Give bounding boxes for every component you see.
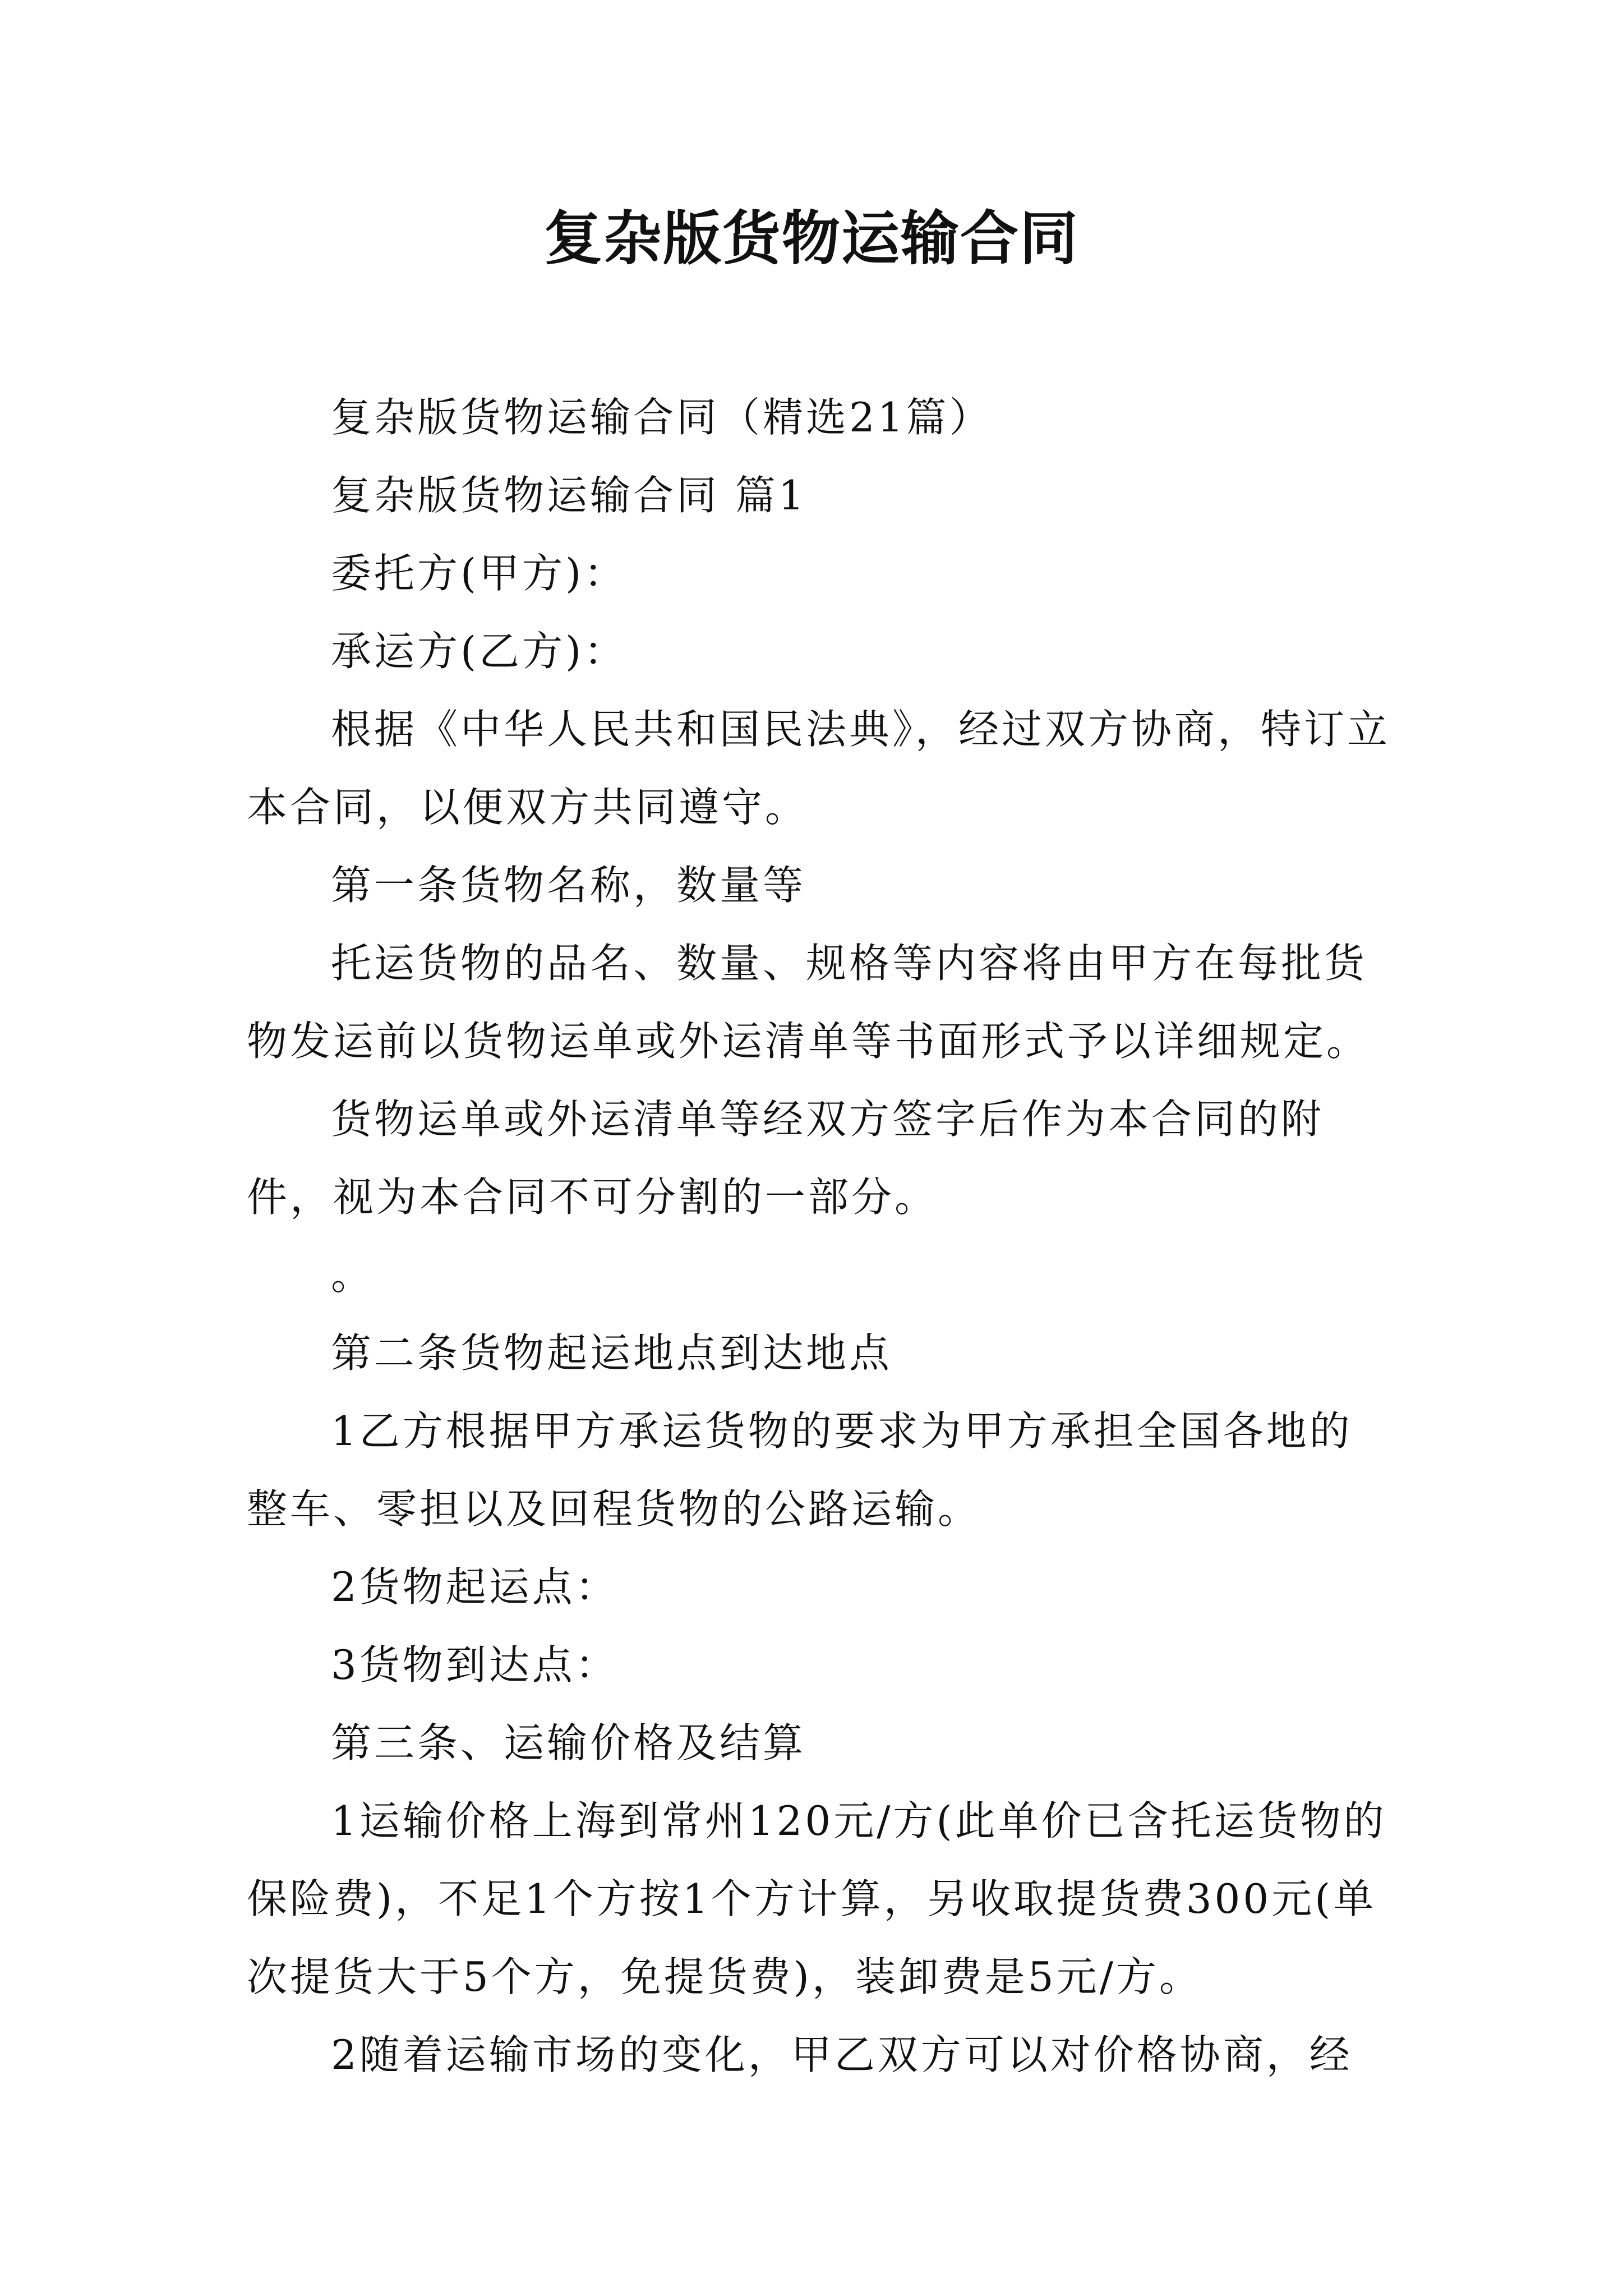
paragraph-period: 。: [331, 1251, 375, 1299]
paragraph-party-b: 承运方(乙方)：: [331, 628, 628, 675]
paragraph-party-a: 委托方(甲方)：: [331, 550, 628, 597]
paragraph-preamble: 根据《中华人民共和国民法典》，经过双方协商，特订立本合同，以便双方共同遵守。: [247, 706, 1391, 831]
paragraph-clause-3-item-2: 2随着运输市场的变化，甲乙双方可以对价格协商，经: [331, 2031, 1353, 2078]
document-body: [247, 379, 1391, 2094]
paragraph-collection-heading: 复杂版货物运输合同（精选21篇）: [331, 394, 993, 441]
paragraph-clause-3-heading: 第三条、运输价格及结算: [331, 1719, 806, 1766]
document-title: 复杂版货物运输合同: [543, 204, 1079, 273]
paragraph-clause-2-heading: 第二条货物起运地点到达地点: [331, 1329, 893, 1377]
paragraph-article-heading: 复杂版货物运输合同 篇1: [331, 472, 807, 519]
paragraph-clause-1-attachment: 货物运单或外运清单等经双方签字后作为本合同的附件，视为本合同不可分割的一部分。: [247, 1096, 1325, 1221]
paragraph-clause-3-item-1: 1运输价格上海到常州120元/方(此单价已含托运货物的保险费)，不足1个方按1个方计算，另收取提货费300元(单次提货大于5个方，免提货费)，装卸费是5元/方。: [247, 1797, 1387, 2000]
paragraph-clause-1-text: 托运货物的品名、数量、规格等内容将由甲方在每批货物发运前以货物运单或外运清单等书面形式予以详细规定。: [247, 940, 1370, 1065]
paragraph-clause-2-item-2: 2货物起运点：: [331, 1563, 619, 1611]
paragraph-clause-1-heading: 第一条货物名称，数量等: [331, 862, 806, 909]
paragraph-clause-2-item-1: 1乙方根据甲方承运货物的要求为甲方承担全国各地的整车、零担以及回程货物的公路运输。: [247, 1407, 1353, 1533]
paragraph-clause-2-item-3: 3货物到达点：: [331, 1641, 619, 1688]
